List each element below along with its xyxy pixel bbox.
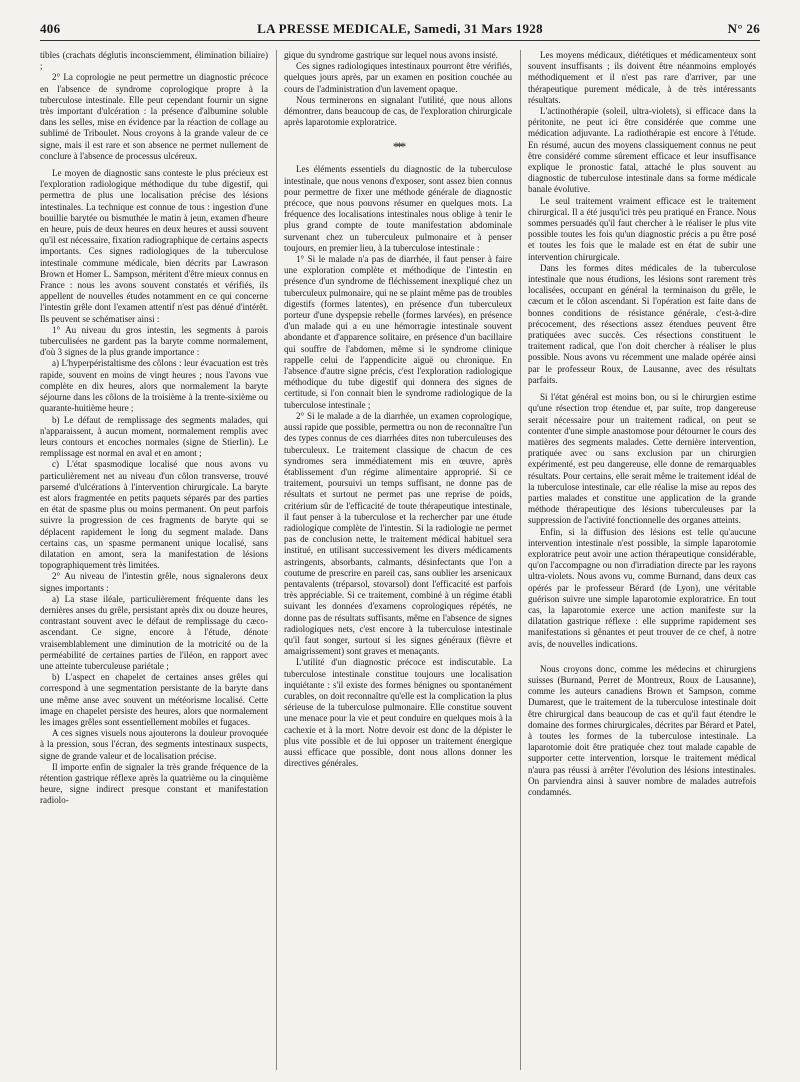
column-3 — [528, 50, 756, 1070]
paragraph: 1° Si le malade n'a pas de diarrhée, il faut penser à faire une exploration complète et méthodique de l'intestin en présence d'un syndrome de fléchissement inexpliqué chez un tuberculeux pulmonaire, qui ne se plaint même pas de troubles digestifs (formes latentes), en présence d'un tuberculeux porteur d'une dyspepsie rebelle (formes larvées), en présence d'un malade qui a eu une hémorragie intestinale souvent abondante et d'apparence solitaire, en présence d'un bacillaire qui souffre de l'abdomen, même si le syndrome clinique rappelle celui de l'appendicite aiguë ou chronique. En l'absence d'autre signe précis, c'est l'exploration radiologique méthodique du tube digestif qui donnera des signes de certitude, si l'on connait bien le syndrome radiologique de la tuberculose intestinale ; — [284, 254, 512, 410]
paragraph: L'utilité d'un diagnostic précoce est indiscutable. La tuberculose intestinale constitue toujours une localisation inquiétante : s'il existe des formes bénignes ou spontanément curables, on doit reconnaître qu'elle est la complication la plus sérieuse de la tuberculose pulmonaire. Elle constitue souvent une menace pour la vie et peut conduire en quelques mois à la cachexie et à la mort. Notre devoir est donc de la dépister le plus vite possible et de lui opposer un traitement énergique aussi efficace que possible, dont nous allons donner les directives générales. — [284, 657, 512, 769]
paragraph: Dans les formes dites médicales de la tuberculose intestinale que nous étudions, les lésions sont rarement très localisées, occupant en général la terminaison du grêle, le cæcum et le côlon ascendant. Si l'opération est faite dans de bonnes conditions de résistance générale, c'est-à-dire précocement, des résections assez étendues peuvent être pratiquées avec succès. Ces résections constituent le traitement radical, que l'on doit chercher à réaliser le plus possible. Nous avons vu récemment une malade opérée ainsi par le professeur Roux, de Lausanne, avec des résultats parfaits. — [528, 262, 756, 385]
paragraph: Enfin, si la diffusion des lésions est telle qu'aucune intervention intestinale n'est possible, la simple laparotomie exploratrice peut avoir une action thérapeutique considérable, qu'on l'accompagne ou non d'irradiation directe par les rayons ultra-violets. Nous avons vu, comme Burnand, dans deux cas opérés par le professeur Bérard (de Lyon), une véritable guérison suivre une simple laparotomie exploratrice. En tout cas, la laparotomie exerce une action manifeste sur la dilatation gastrique réflexe : elle supprime rapidement ses manifestations si gênantes et peut trouver de ce chef, à notre avis, de nouvelles indications. — [528, 526, 756, 649]
paragraph: Nous croyons donc, comme les médecins et chirurgiens suisses (Burnand, Perret de Montreux, Roux de Lausanne), comme les auteurs canadiens Brown et Sampson, comme Dumarest, que le traitement de la tuberculose intestinale doit être chirurgical dans beaucoup de cas et qu'il faut étendre le domaine des formes chirurgicales, décrites par Bérard et Patel, à toutes les formes de la tuberculose intestinale. La laparotomie doit être pratiquée chez tout malade capable de supporter cette intervention, lorsque le traitement médical n'aura pas réussi à arrêter l'évolution des lésions intestinales. On parviendra ainsi à sauver nombre de malades autrefois condamnés. — [528, 663, 756, 797]
paragraph: a) La stase iléale, particulièrement fréquente dans les dernières anses du grêle, persistant après dix ou douze heures, contrastant souvent avec le défaut de remplissage du cæco-ascendant. Ce signe, encore à l'étude, dénote vraisemblablement une diminution de la motricité ou de la perméabilité de certaines parties de l'iléon, en rapport avec une atteinte tuberculeuse pariétale ; — [40, 593, 268, 671]
paragraph: 2° Au niveau de l'intestin grêle, nous signalerons deux signes importants : — [40, 571, 268, 593]
paragraph: 2° La coprologie ne peut permettre un diagnostic précoce en l'absence de syndrome coprologique propre à la tuberculose intestinale. Elle peut cependant fournir un signe très important d'ulcération : la présence d'albumine soluble dans les selles, mise en évidence par la réaction de collage au sublimé de Triboulet. Nous croyons à la grande valeur de ce signe, mais il est rare et son absence ne permet nullement de conclure à l'absence de processus ulcéreux. — [40, 72, 268, 161]
running-header — [40, 18, 760, 41]
paragraph: Nous terminerons en signalant l'utilité, que nous allons démontrer, dans beaucoup de cas, de l'exploration chirurgicale après laparotomie exploratrice. — [284, 94, 512, 128]
issue-number: N° 26 — [727, 21, 760, 36]
paragraph: 2° Si le malade a de la diarrhée, un examen coprologique, aussi rapide que possible, permettra ou non de reconnaître l'un des types connus de ces diarrhées dites non tuberculeuses des tuberculeux. Le traitement classique de chacun de ces syndromes sera immédiatement mis en œuvre, après établissement d'un régime alimentaire approprié. Si ce traitement, poursuivi un temps suffisant, ne donne pas de résultats et surtout ne permet pas une reprise de poids, critérium sûr de l'efficacité de toute thérapeutique intestinale, il faut penser à la tuberculose et la rechercher par une étude radiologique complète de l'intestin. Si la radiologie ne permet pas de conclusion nette, le traitement médical habituel sera institué, en utilisant successivement les divers médicaments astringents, absorbants, calmants, désinfectants que l'on a coutume de prescrire en pareil cas, sans oublier les arsenicaux pentavalents (tréparsol, stovarsol) dont l'efficacité est parfois très appréciable. Si ce traitement, combiné à un régime établi suivant les données d'examens coprologiques répétés, ne donne pas de résultats suffisants, même en l'absence de signes radiologiques nets, c'est encore à la tuberculose intestinale qu'il faut songer, surtout si les signes généraux (fièvre et amaigrissement) sont graves et menaçants. — [284, 410, 512, 657]
paragraph: Le moyen de diagnostic sans conteste le plus précieux est l'exploration radiologique méthodique du tube digestif, qui permettra de plus une localisation précise des lésions intestinales. La technique est connue de tous : ingestion d'une bouillie barytée ou bismuthée le matin à jeun, examen d'heure en heure, puis de deux heures en deux heures et aussi souvent qu'il est nécessaire, fixation radiographique de certains aspects importants. Ces signes radiologiques de la tuberculose intestinale commune médicale, bien décrits par Lawrason Brown et Homer L. Sampson, méritent d'être mieux connus en France : nous les avons souvent constatés et vérifiés, ils appellent de nouvelles études notamment en ce qui concerne l'intestin grêle dont l'examen attentif n'est pas dénué d'intérêt. Ils peuvent se schématiser ainsi : — [40, 168, 268, 324]
journal-title: LA PRESSE MEDICALE, Samedi, 31 Mars 1928 — [257, 21, 543, 36]
paragraph: a) L'hyperpéristaltisme des côlons : leur évacuation est très rapide, souvent en moins de vingt heures ; nous l'avons vue complète en dix heures, alors que normalement la baryte séjourne dans les côlons de la troisième à la trente-sixième ou quarante-huitième heure ; — [40, 358, 268, 414]
paragraph: Les moyens médicaux, diététiques et médicamenteux sont souvent insuffisants ; ils doivent être néanmoins employés méthodiquement et il n'est pas rare d'arriver, par une thérapeutique purement médicale, à de très intéressants résultats. — [528, 50, 756, 105]
paragraph: L'actinothérapie (soleil, ultra-violets), si efficace dans la péritonite, ne peut ici être considérée que comme une médication adjuvante. La radiothérapie est encore à l'étude. En résumé, aucun des moyens classiquement connus ne peut être considéré comme sûrement efficace et leur insuffisance explique le pronostic fatal, attaché le plus souvent au diagnostic de tuberculose intestinale dans sa forme médicale banale évolutive. — [528, 106, 756, 195]
column-rule-left — [276, 50, 277, 1070]
paragraph: tibles (crachats déglutis inconsciemment, élimination biliaire) ; — [40, 50, 268, 72]
paragraph: b) L'aspect en chapelet de certaines anses grêles qui correspond à une segmentation persistante de la baryte dans une même anse avec souvent un météorisme localisé. Cette image en chapelet persiste des heures, alors que normalement les images grêles sont essentiellement mobiles et fugaces. — [40, 672, 268, 727]
paragraph: Les éléments essentiels du diagnostic de la tuberculose intestinale, que nous venons d'exposer, sont assez bien connus pour permettre de fixer une méthode générale de diagnostic précoce, que nous pouvons résumer en quelques mots. La fréquence des localisations intestinales nous oblige à tenir le plus grand compte de toute manifestation abdominale survenant chez un tuberculeux pulmonaire et à penser toujours, en premier lieu, à la tuberculose intestinale : — [284, 164, 512, 253]
paragraph: c) L'état spasmodique localisé que nous avons vu particulièrement net au niveau d'un côlon transverse, trouvé parsemé d'ulcérations à l'intervention chirurgicale. La baryte est alors fragmentée en petits paquets séparés par des parties en état de spasme plus ou moins permanent. On peut parfois suivre la progression de ces fragments de baryte qui se déplacent rapidement le long du segment malade. Dans certains cas, un spasme permanent unique localisé, sans dilatation en amont, sera la manifestation de lésions topographiquement très limitées. — [40, 459, 268, 571]
paragraph: Le seul traitement vraiment efficace est le traitement chirurgical. Il a été jusqu'ici très peu pratiqué en France. Nous sommes persuadés qu'il faut chercher à le réaliser le plus vite possible toutes les fois qu'un diagnostic précis a pu être posé et toutes les fois que le malade est en état de subir une intervention chirurgicale. — [528, 195, 756, 262]
column-rule-right — [520, 50, 521, 1070]
column-1 — [40, 50, 268, 1070]
paragraph: Si l'état général est moins bon, ou si le chirurgien estime qu'une résection trop étendue et, par suite, trop dangereuse serait nécessaire pour un traitement radical, on peut se contenter d'une simple anastomose pour détourner le cours des matières des segments malades. Cette dernière intervention, pratiquée avec ou sans exclusion par un chirurgien expérimenté, est peu dangereuse, elle donne de remarquables résultats. Pour certains, elle serait même le traitement idéal de la tuberculose intestinale, car elle réalise la mise au repos des parties malades et constitue une application de la grande méthode thérapeutique des lésions tuberculeuses par la suppression de l'activité fonctionnelle des organes atteints. — [528, 392, 756, 526]
column-2 — [284, 50, 512, 1070]
paragraph: gique du syndrome gastrique sur lequel nous avons insisté. — [284, 50, 498, 60]
page-number: 406 — [40, 21, 61, 36]
section-asterism: *** — [392, 139, 404, 155]
paragraph: 1° Au niveau du gros intestin, les segments à parois tuberculisées ne gardent pas la baryte comme normalement, d'où 3 signes de la plus grande importance : — [40, 324, 268, 358]
paragraph: Il importe enfin de signaler la très grande fréquence de la rétention gastrique réflexe après la quatrième ou la cinquième heure, signe indirect presque constant et manifestation radiolo- — [40, 761, 268, 806]
paragraph: A ces signes visuels nous ajouterons la douleur provoquée à la pression, sous l'écran, des segments intestinaux suspects, signe de grande valeur et de localisation précise. — [40, 728, 268, 761]
paragraph: Ces signes radiologiques intestinaux pourront être vérifiés, quelques jours après, par un examen en position couchée au cours de l'administration d'un lavement opaque. — [284, 61, 512, 94]
paragraph: b) Le défaut de remplissage des segments malades, qui n'apparaissent, à aucun moment, normalement remplis avec leurs contours et encoches normales (signe de Stierlin). Le remplissage est normal en aval et en amont ; — [40, 414, 268, 459]
